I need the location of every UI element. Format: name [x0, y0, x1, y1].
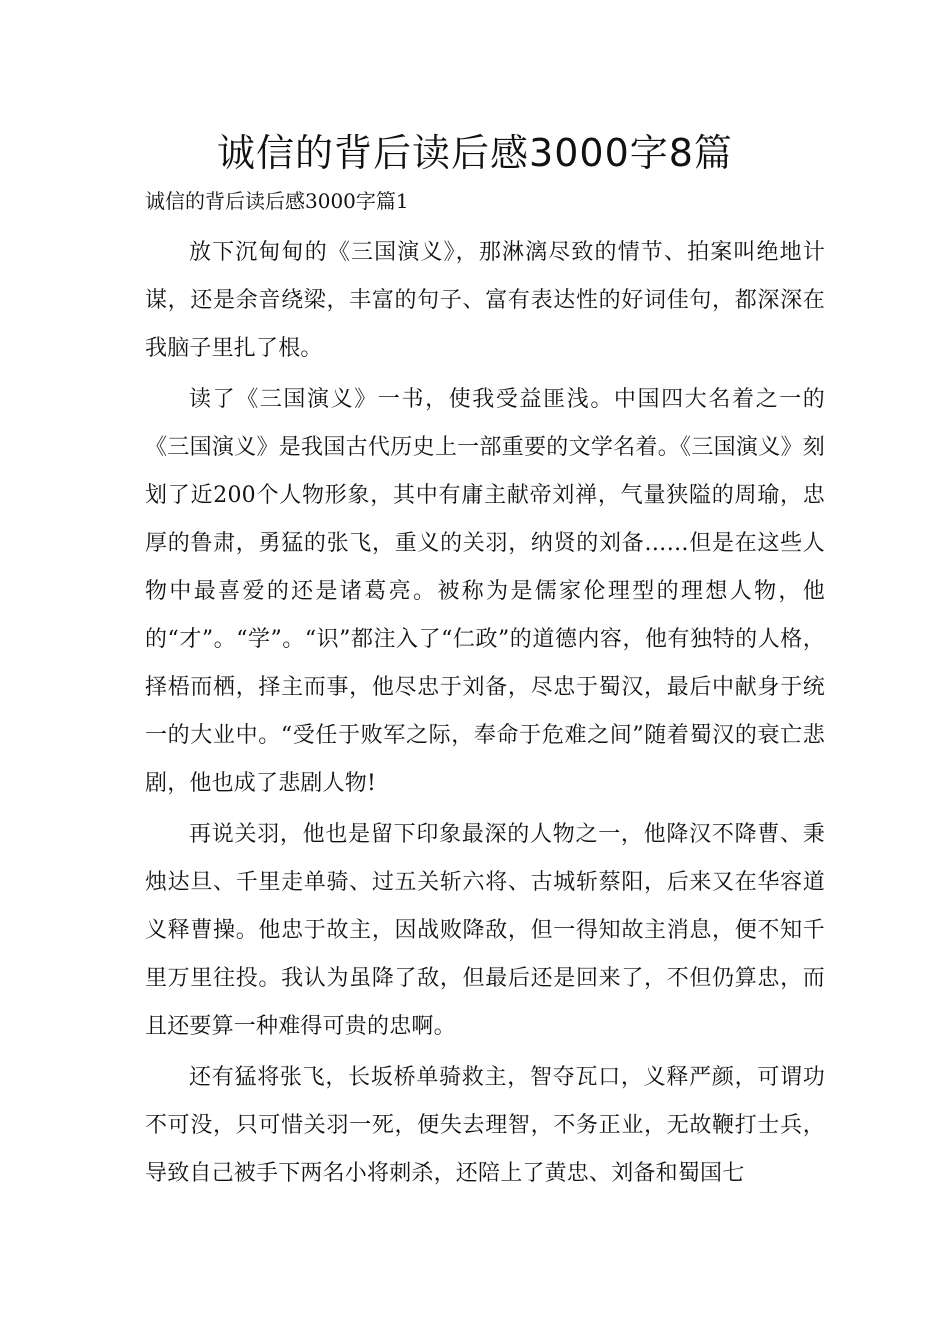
paragraph: 放下沉甸甸的《三国演义》，那淋漓尽致的情节、拍案叫绝地计谋，还是余音绕梁，丰富的句子、富有表达性的好词佳句，都深深在我脑子里扎了根。 — [145, 240, 825, 361]
section-heading: 诚信的背后读后感3000字篇1 — [145, 189, 409, 213]
paragraph: 再说关羽，他也是留下印象最深的人物之一，他降汉不降曹、秉烛达旦、千里走单骑、过五关斩六将、古城斩蔡阳，后来又在华容道义释曹操。他忠于故主，因战败降敌，但一得知故主消息，便不知千里万里往投。我认为虽降了敌，但最后还是回来了，不但仍算忠，而且还要算一种难得可贵的忠啊。 — [145, 822, 825, 1039]
document-title: 诚信的背后读后感3000字8篇 — [217, 131, 733, 175]
document-body — [145, 229, 825, 1201]
paragraph: 读了《三国演义》一书，使我受益匪浅。中国四大名着之一的《三国演义》是我国古代历史上一部重要的文学名着。《三国演义》刻划了近200个人物形象，其中有庸主献帝刘禅，气量狭隘的周瑜，忠厚的鲁肃，勇猛的张飞，重义的关羽，纳贤的刘备……但是在这些人物中最喜爱的还是诸葛亮。被称为是儒家伦理型的理想人物，他的“才”。“学”。“识”都注入了“仁政”的道德内容，他有独特的人格，择梧而栖，择主而事，他尽忠于刘备，尽忠于蜀汉，最后中献身于统一的大业中。“受任于败军之际，奉命于危难之间”随着蜀汉的衰亡悲剧，他也成了悲剧人物! — [145, 387, 825, 796]
paragraph: 还有猛将张飞，长坂桥单骑救主，智夺瓦口，义释严颜，可谓功不可没，只可惜关羽一死，便失去理智，不务正业，无故鞭打士兵，导致自己被手下两名小将刺杀，还陪上了黄忠、刘备和蜀国七 — [145, 1065, 825, 1186]
